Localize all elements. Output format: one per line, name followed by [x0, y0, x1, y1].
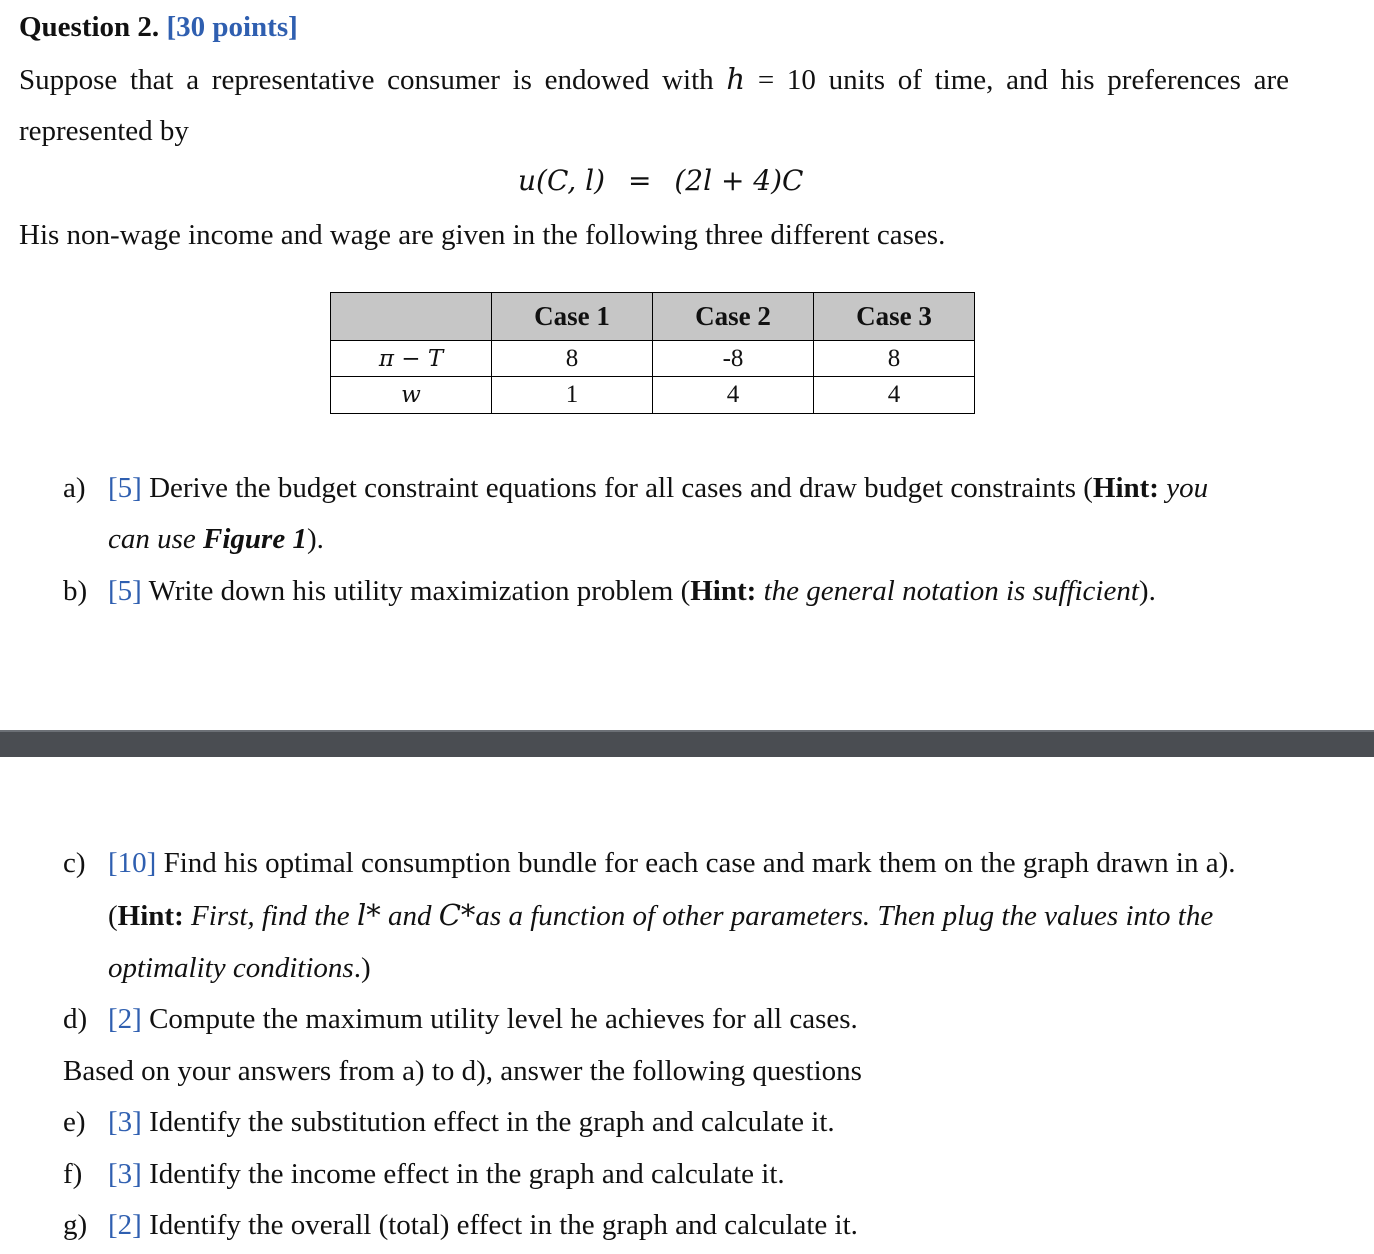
- question-label: Question 2.: [19, 11, 160, 43]
- l-star: l*: [356, 898, 381, 932]
- question-d: d) [2] Compute the maximum utility level he achieves for all cases.: [63, 1003, 858, 1035]
- question-a-label: a): [63, 472, 86, 504]
- c-star: C*: [438, 898, 476, 932]
- page-break-divider: [0, 730, 1374, 757]
- table-header-cell: Case 3: [814, 293, 975, 341]
- question-d-label: d): [63, 1003, 88, 1035]
- table-cell: 1: [492, 377, 653, 414]
- question-heading: [19, 9, 298, 45]
- table-cell: 8: [492, 341, 653, 377]
- question-a: a) [5] Derive the budget constraint equations for all cases and draw budget constraints (Hint: you: [63, 472, 1209, 504]
- question-a-continued: can use Figure 1).: [108, 523, 324, 555]
- table-header-cell: [331, 293, 492, 341]
- table-row: [331, 377, 975, 414]
- question-g: g) [2] Identify the overall (total) effect in the graph and calculate it.: [63, 1209, 858, 1241]
- cases-table: [330, 292, 975, 414]
- utility-equation: u(C, l) = (2l + 4)C: [518, 164, 804, 197]
- table-cell: 8: [814, 341, 975, 377]
- table-cell: 4: [653, 377, 814, 414]
- question-e-label: e): [63, 1106, 86, 1138]
- question-g-label: g): [63, 1209, 88, 1241]
- question-f: f) [3] Identify the income effect in the graph and calculate it.: [63, 1158, 785, 1190]
- based-on-text: Based on your answers from a) to d), answer the following questions: [63, 1055, 862, 1087]
- question-points: [30 points]: [166, 11, 298, 43]
- row-label-w: w: [331, 377, 492, 414]
- row-label-pi-minus-t: π − T: [331, 341, 492, 377]
- question-e: e) [3] Identify the substitution effect in the graph and calculate it.: [63, 1106, 835, 1138]
- table-row: [331, 341, 975, 377]
- income-text: His non-wage income and wage are given in the following three different cases.: [19, 219, 946, 251]
- table-cell: -8: [653, 341, 814, 377]
- table-header-cell: Case 2: [653, 293, 814, 341]
- intro-line-1: Suppose that a representative consumer is endowed with h = 10 units of time, and his preferences are: [19, 62, 1290, 96]
- table-header-cell: Case 1: [492, 293, 653, 341]
- question-b: b) [5] Write down his utility maximization problem (Hint: the general notation is sufficient).: [63, 575, 1156, 607]
- question-c-hint: (Hint: First, find the l* and C*as a function of other parameters. Then plug the values into the: [108, 898, 1214, 932]
- table-header-row: [331, 293, 975, 341]
- question-f-label: f): [63, 1158, 83, 1190]
- intro-line-2: represented by: [19, 115, 189, 147]
- question-c-label: c): [63, 847, 86, 879]
- question-c: c) [10] Find his optimal consumption bundle for each case and mark them on the graph drawn in a).: [63, 847, 1236, 879]
- question-c-hint-end: optimality conditions.): [108, 952, 371, 984]
- var-h: h: [726, 62, 746, 96]
- figure-reference: Figure 1: [203, 523, 307, 555]
- table-cell: 4: [814, 377, 975, 414]
- question-b-label: b): [63, 575, 88, 607]
